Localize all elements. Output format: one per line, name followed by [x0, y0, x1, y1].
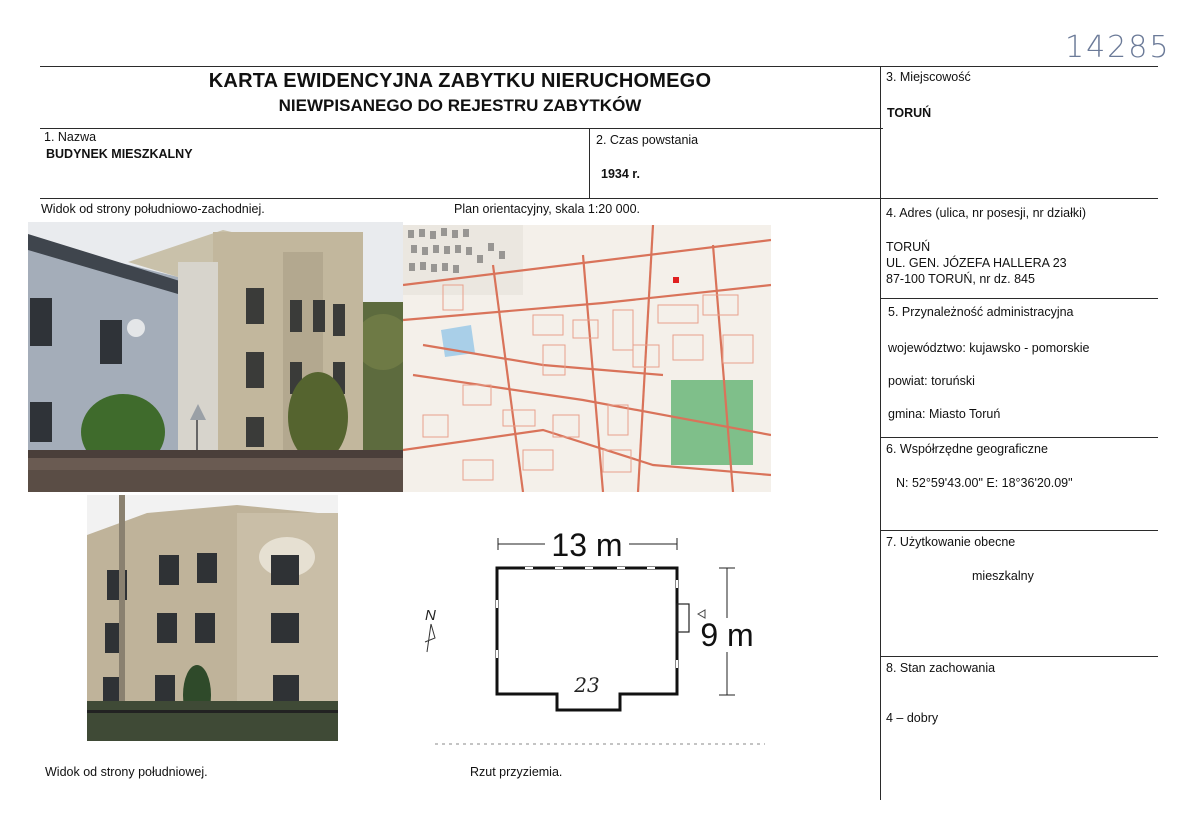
- photo-southwest-view: [28, 222, 403, 492]
- name-value: BUDYNEK MIESZKALNY: [46, 147, 193, 161]
- name-label: 1. Nazwa: [44, 130, 97, 144]
- orientation-map: [403, 225, 771, 492]
- archive-number: 14285: [1065, 30, 1171, 65]
- caption-map: Plan orientacyjny, skala 1:20 000.: [454, 202, 640, 216]
- north-arrow-icon: [425, 624, 435, 652]
- divider-5-6: [880, 437, 1158, 438]
- coords-label: 6. Współrzędne geograficzne: [886, 442, 1048, 456]
- place-value: TORUŃ: [887, 106, 932, 120]
- house-number-label: 23: [574, 673, 600, 697]
- admin-voivodeship: województwo: kujawsko - pomorskie: [888, 341, 1090, 355]
- address-line-3: 87-100 TORUŃ, nr dz. 845: [886, 272, 1035, 286]
- caption-view-south: Widok od strony południowej.: [45, 765, 208, 779]
- admin-county: powiat: toruński: [888, 374, 975, 388]
- ground-floor-plan: [405, 520, 775, 748]
- photo-south-view: [87, 495, 338, 741]
- condition-label: 8. Stan zachowania: [886, 661, 996, 675]
- usage-value: mieszkalny: [972, 569, 1034, 583]
- place-label: 3. Miejscowość: [886, 70, 971, 84]
- address-label: 4. Adres (ulica, nr posesji, nr działki): [886, 206, 1087, 220]
- top-border: [40, 66, 1158, 67]
- north-label: N: [425, 607, 436, 624]
- divider-7-8: [880, 656, 1158, 657]
- divider-6-7: [880, 530, 1158, 531]
- depth-label: 9 m: [700, 617, 754, 653]
- admin-commune: gmina: Miasto Toruń: [888, 407, 1001, 421]
- address-line-1: TORUŃ: [886, 240, 931, 254]
- divider-4-5: [880, 298, 1158, 299]
- admin-label: 5. Przynależność administracyjna: [888, 305, 1074, 319]
- condition-value: 4 – dobry: [886, 711, 939, 725]
- caption-view-southwest: Widok od strony południowo-zachodniej.: [41, 202, 265, 216]
- usage-label: 7. Użytkowanie obecne: [886, 535, 1016, 549]
- coords-value: N: 52°59'43.00" E: 18°36'20.09": [896, 476, 1073, 490]
- header-bottom-border: [40, 198, 1158, 199]
- title-divider: [40, 128, 883, 129]
- date-label: 2. Czas powstania: [596, 133, 699, 147]
- date-value: 1934 r.: [601, 167, 640, 181]
- name-date-divider: [589, 128, 590, 198]
- address-line-2: UL. GEN. JÓZEFA HALLERA 23: [886, 256, 1067, 270]
- card-title: KARTA EWIDENCYJNA ZABYTKU NIERUCHOMEGO: [208, 70, 712, 92]
- entrance-porch: [677, 604, 689, 632]
- right-column-divider: [880, 66, 881, 800]
- width-label: 13 m: [551, 527, 623, 563]
- card-subtitle: NIEWPISANEGO DO REJESTRU ZABYTKÓW: [278, 96, 642, 115]
- caption-plan: Rzut przyziemia.: [470, 765, 563, 779]
